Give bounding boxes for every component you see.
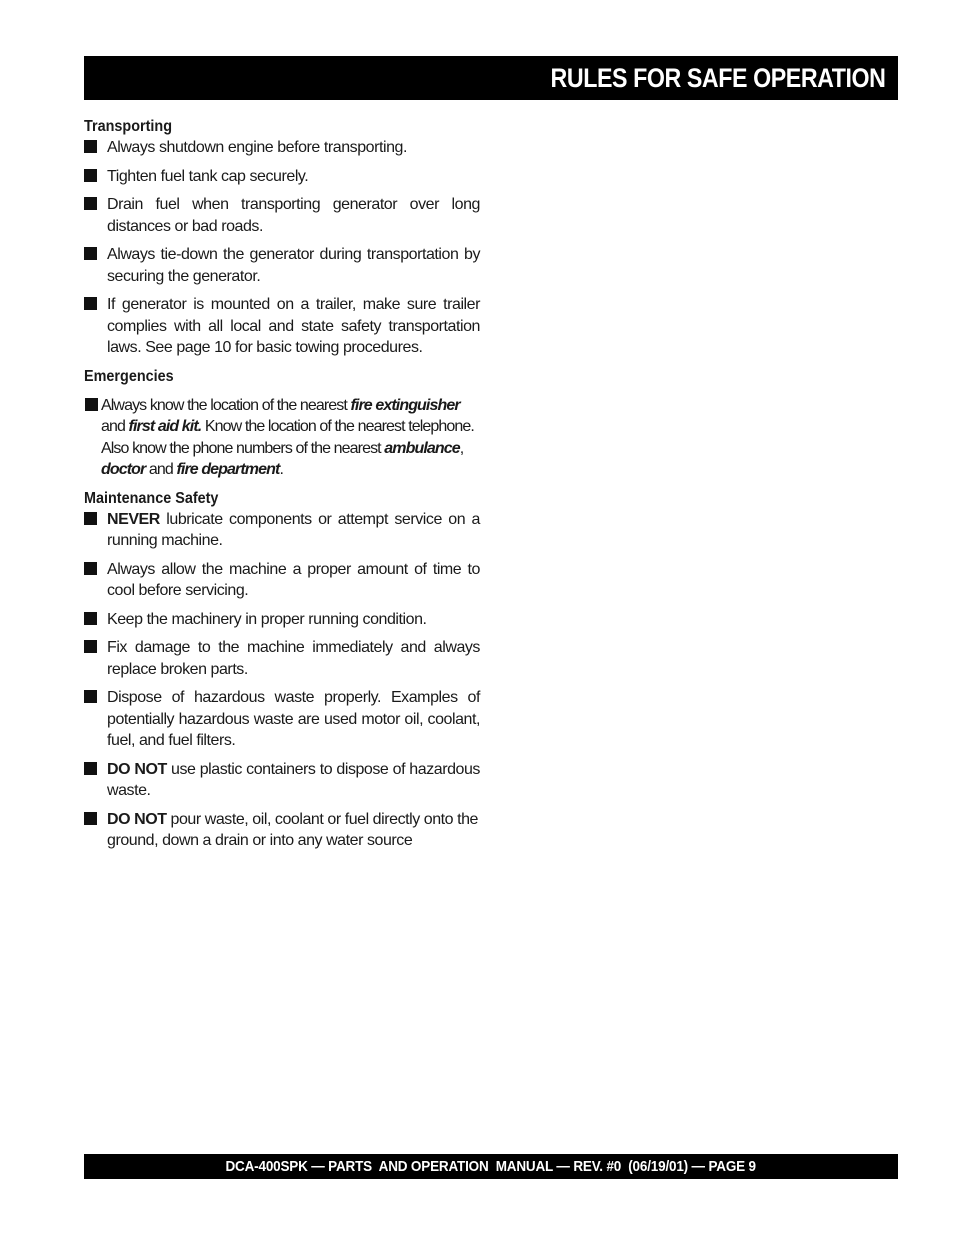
list-item [84, 194, 480, 237]
emergencies-text: , [459, 439, 464, 457]
list-item [84, 687, 480, 752]
list-item-text: Dispose of hazardous waste properly. Examples of potentially hazardous waste are used motor oil, coolant, fuel, and fuel filters. [107, 689, 480, 749]
emergencies-text: and [145, 461, 177, 478]
square-bullet-icon [84, 562, 97, 575]
list-item-text: Always allow the machine a proper amount of time to cool before servicing. [107, 560, 480, 599]
square-bullet-icon [84, 140, 97, 153]
list-item-text: use plastic containers to dispose of hazardous waste. [107, 760, 480, 799]
list-item [84, 509, 480, 552]
list-item [84, 637, 480, 680]
list-item-text: Tighten fuel tank cap securely. [107, 167, 309, 185]
doctor-text: doctor [101, 461, 146, 478]
list-item-text: Always shutdown engine before transporting. [107, 139, 407, 156]
square-bullet-icon [84, 690, 97, 703]
fire-department-text: fire department [176, 461, 280, 478]
list-item [84, 244, 480, 287]
transporting-list [84, 137, 480, 359]
list-item-text: If generator is mounted on a trailer, make sure trailer complies with all local and state safety transportation laws. See page 10 for basic towing procedures. [107, 296, 480, 356]
square-bullet-icon [84, 247, 97, 260]
footer-bar [84, 1154, 898, 1179]
fire-extinguisher-text: fire extinguisher [350, 396, 460, 414]
square-bullet-icon [84, 640, 97, 653]
section-title-emergencies: Emergencies [84, 367, 174, 385]
emergencies-text: and [101, 418, 129, 435]
ambulance-text: ambulance [384, 439, 460, 457]
emergencies-text: Always know the location of the nearest [101, 396, 351, 414]
list-item-text: lubricate components or attempt service on a running machine. [107, 510, 480, 549]
emergencies-text: . [279, 461, 283, 478]
list-item-text: pour waste, oil, coolant or fuel directly onto the ground, down a drain or into any water source [107, 810, 478, 849]
list-item-emphasis: DO NOT [107, 760, 167, 778]
square-bullet-icon [84, 297, 97, 310]
emergencies-paragraph [84, 395, 480, 481]
list-item-text: Always tie-down the generator during transportation by securing the generator. [107, 246, 480, 285]
list-item [84, 809, 480, 852]
list-item-text: Fix damage to the machine immediately and always replace broken parts. [107, 639, 480, 678]
header-bar [84, 56, 898, 100]
list-item [84, 759, 480, 802]
square-bullet-icon [85, 398, 98, 411]
first-aid-kit-text: first aid kit. [128, 418, 202, 435]
section-title-maintenance: Maintenance Safety [84, 489, 219, 507]
list-item-emphasis: DO NOT [107, 810, 167, 828]
footer-text: DCA-400SPK — PARTS AND OPERATION MANUAL — REV. #0 (06/19/01) — PAGE 9 [225, 1158, 757, 1175]
square-bullet-icon [84, 512, 97, 525]
list-item-text: Drain fuel when transporting generator over long distances or bad roads. [107, 196, 480, 235]
content-column [84, 116, 480, 852]
emergencies-text: Know the location of the nearest telephone. Also know the phone numbers of the nearest [101, 418, 474, 457]
list-item [84, 294, 480, 359]
square-bullet-icon [84, 762, 97, 775]
square-bullet-icon [84, 169, 97, 182]
list-item [84, 166, 480, 188]
list-item [84, 559, 480, 602]
list-item-emphasis: NEVER [107, 510, 160, 528]
list-item [84, 609, 480, 631]
square-bullet-icon [84, 197, 97, 210]
square-bullet-icon [84, 812, 97, 825]
page-title: RULES FOR SAFE OPERATION [551, 62, 886, 93]
list-item [84, 137, 480, 159]
list-item-text: Keep the machinery in proper running condition. [107, 610, 427, 628]
section-title-transporting: Transporting [84, 118, 173, 135]
square-bullet-icon [84, 612, 97, 625]
maintenance-list [84, 509, 480, 852]
